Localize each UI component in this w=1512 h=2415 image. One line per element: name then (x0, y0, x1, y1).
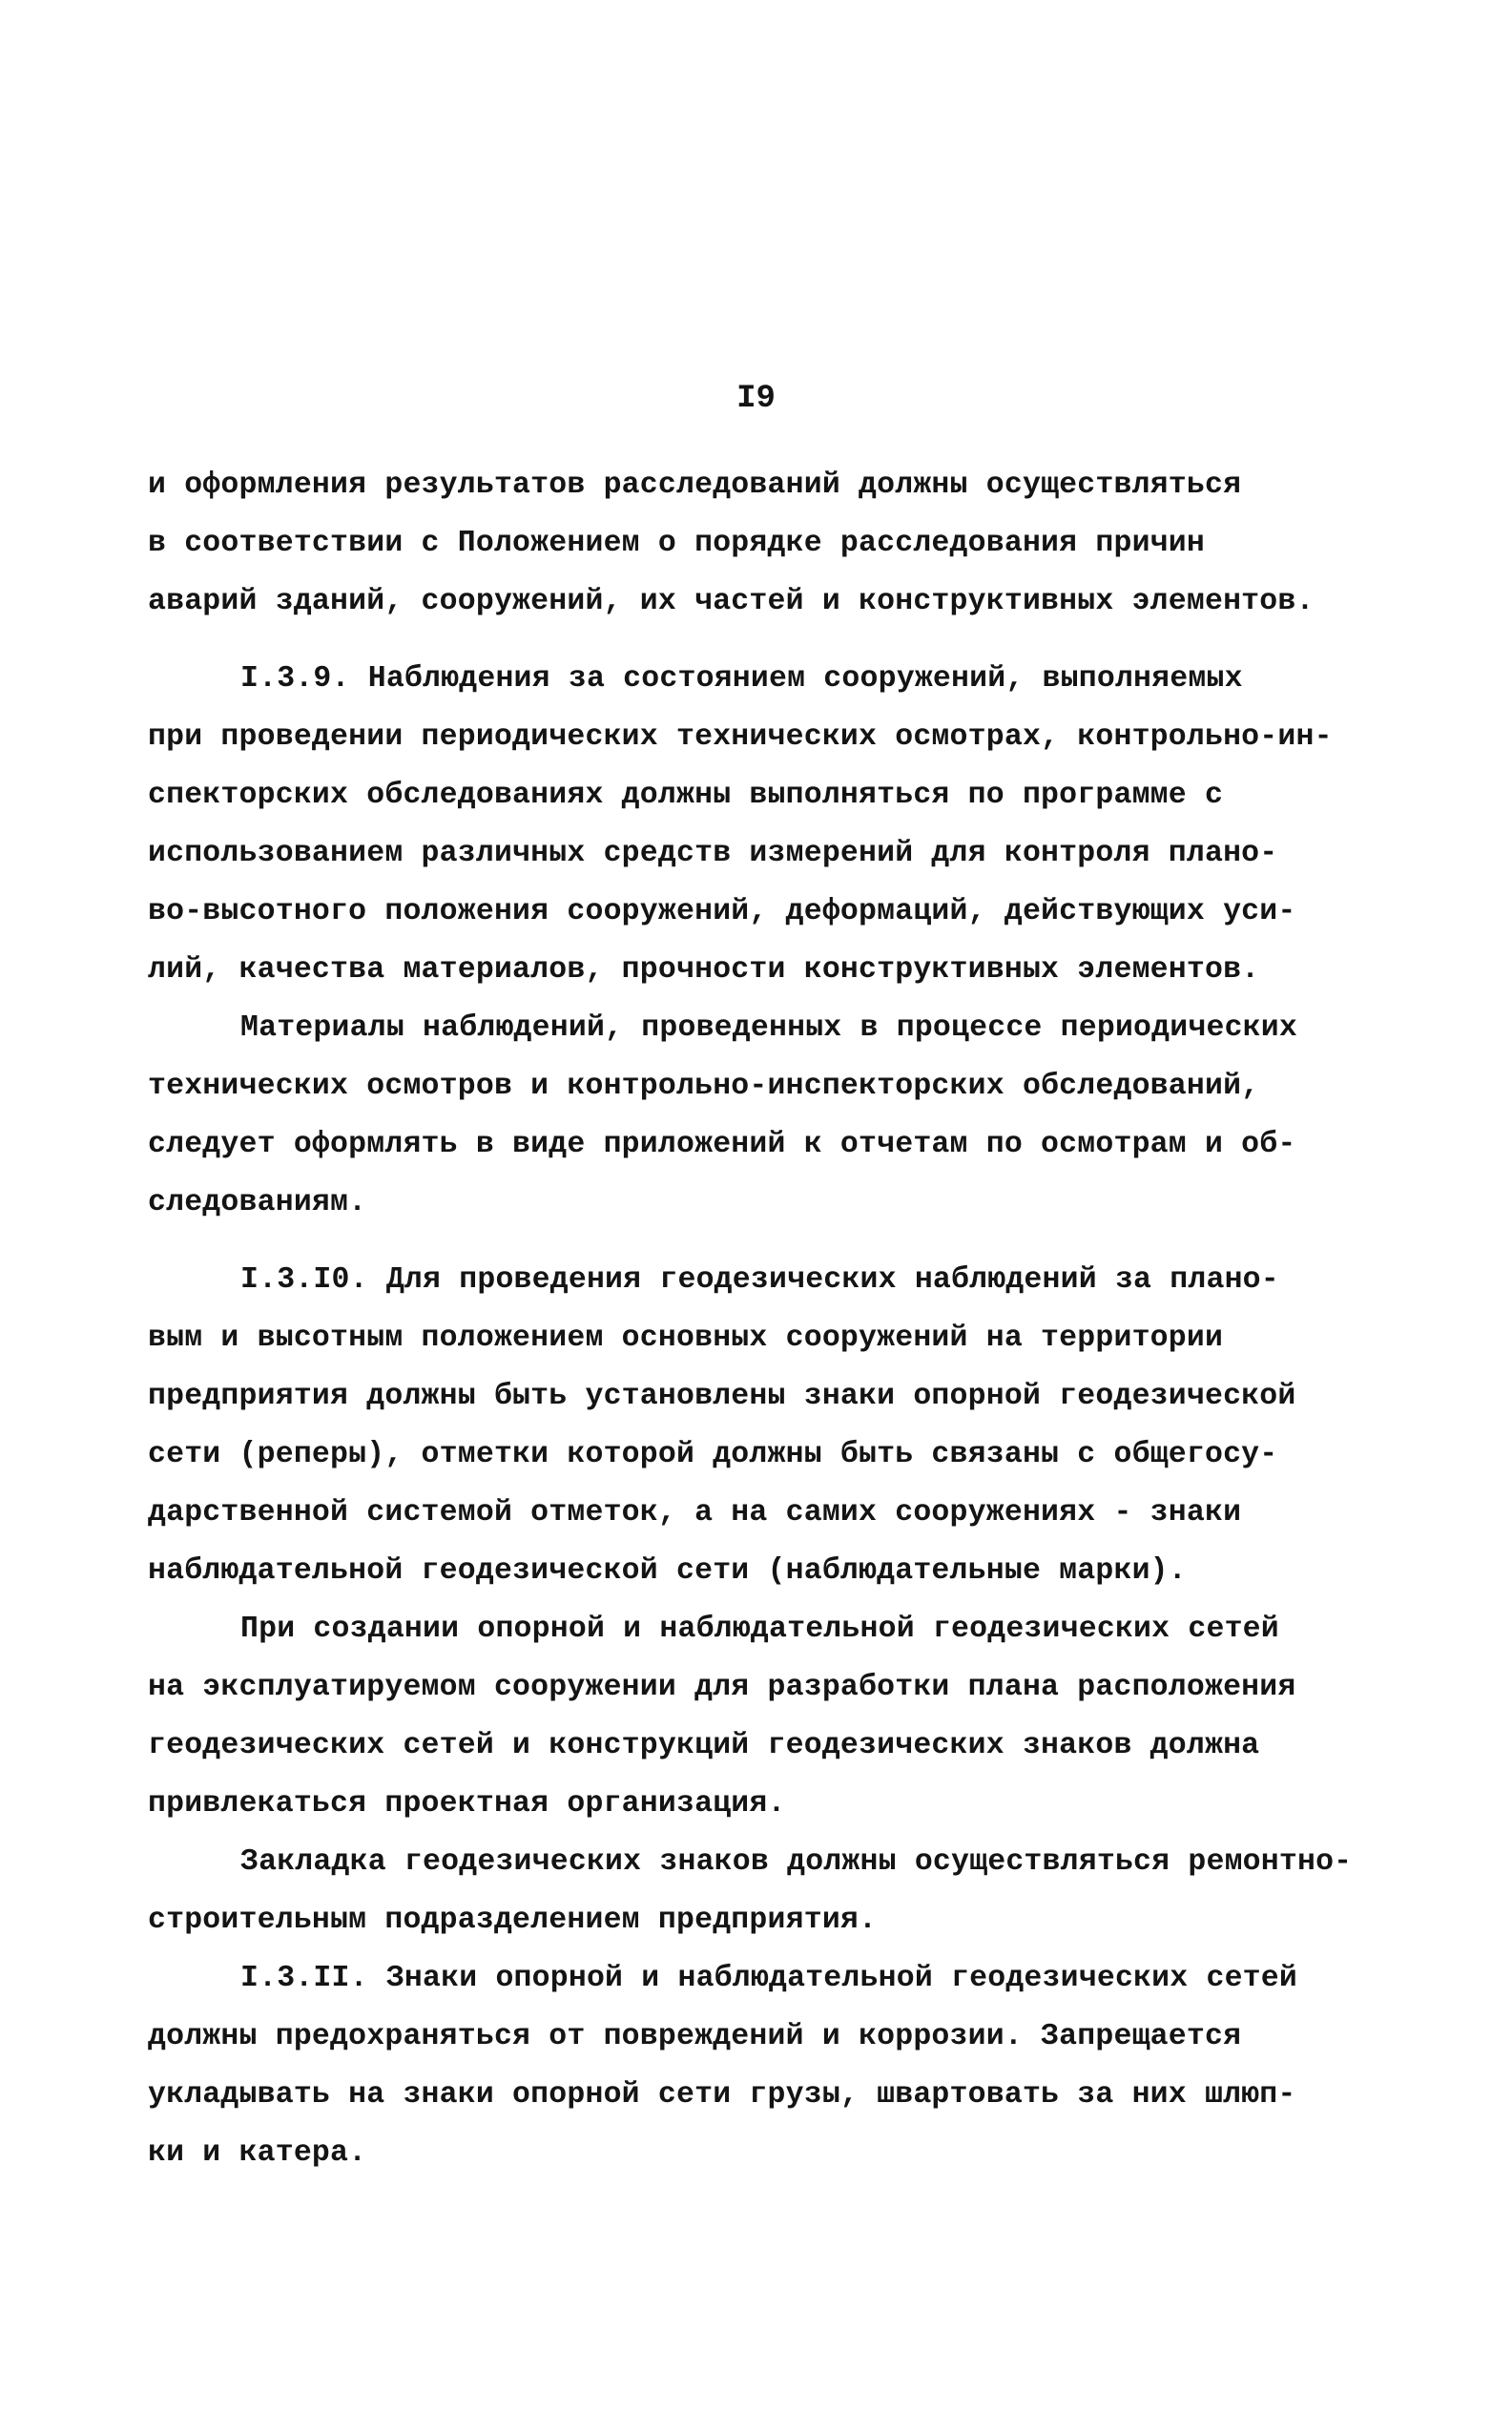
text-line: наблюдательной геодезической сети (наблюдательные марки). (148, 1554, 1187, 1588)
text-line: в соответствии с Положением о порядке расследования причин (148, 527, 1205, 560)
text-line: При создании опорной и наблюдательной геодезических сетей (240, 1613, 1279, 1646)
text-line: следованиям. (148, 1186, 367, 1219)
text-line: строительным подразделением предприятия. (148, 1904, 878, 1937)
text-line: вым и высотным положением основных сооружений на территории (148, 1322, 1224, 1355)
text-line: I.3.9. Наблюдения за состоянием сооружений, выполняемых (240, 662, 1243, 696)
paragraph-materials (148, 999, 1331, 1232)
text-line: технических осмотров и контрольно-инспекторских обследований, (148, 1070, 1260, 1103)
text-line: при проведении периодических технических осмотрах, контрольно-ин- (148, 720, 1333, 754)
page-number: I9 (736, 381, 776, 417)
text-line: I.3.I0. Для проведения геодезических наблюдений за плано- (240, 1263, 1279, 1297)
text-line: геодезических сетей и конструкций геодезических знаков должна (148, 1729, 1260, 1762)
text-line: Закладка геодезических знаков должны осуществляться ремонтно- (240, 1845, 1353, 1879)
text-line: во-высотного положения сооружений, деформаций, действующих уси- (148, 895, 1296, 928)
text-line: дарственной системой отметок, а на самих сооружениях - знаки (148, 1496, 1242, 1530)
text-line: на эксплуатируемом сооружении для разработки плана расположения (148, 1671, 1296, 1704)
text-line: Материалы наблюдений, проведенных в процессе периодических (240, 1011, 1297, 1045)
text-line: укладывать на знаки опорной сети грузы, швартовать за них шлюп- (148, 2078, 1296, 2112)
text-line: привлекаться проектная организация. (148, 1787, 786, 1821)
text-line: I.3.II. Знаки опорной и наблюдательной геодезических сетей (240, 1962, 1297, 1995)
text-line: следует оформлять в виде приложений к отчетам по осмотрам и об- (148, 1128, 1296, 1161)
document-body (148, 456, 1353, 2182)
paragraph-network-creation (148, 1600, 1331, 1833)
text-line: сети (реперы), отметки которой должны быть связаны с общегосу- (148, 1438, 1278, 1471)
paragraph-continuation (148, 456, 1331, 631)
text-line: ки и катера. (148, 2136, 367, 2170)
text-line: и оформления результатов расследований должны осуществляться (148, 468, 1242, 502)
paragraph-section-1-3-9 (148, 650, 1331, 999)
paragraph-marker-laying (148, 1833, 1353, 1949)
text-line: аварий зданий, сооружений, их частей и конструктивных элементов. (148, 585, 1315, 618)
text-line: должны предохраняться от повреждений и коррозии. Запрещается (148, 2020, 1242, 2053)
text-line: спекторских обследованиях должны выполняться по программе с (148, 779, 1224, 812)
paragraph-section-1-3-11 (148, 1949, 1331, 2182)
paragraph-section-1-3-10 (148, 1251, 1331, 1600)
text-line: предприятия должны быть установлены знаки опорной геодезической (148, 1380, 1296, 1413)
text-line: использованием различных средств измерений для контроля плано- (148, 837, 1278, 870)
text-line: лий, качества материалов, прочности конструктивных элементов. (148, 953, 1260, 987)
